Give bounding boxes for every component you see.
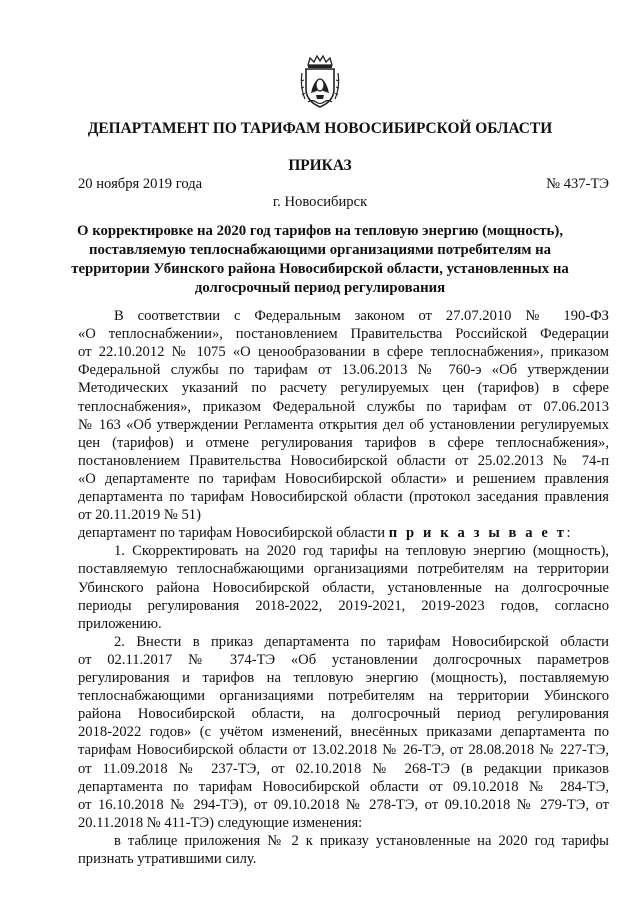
body-line: [78, 344, 609, 361]
body-line-text: от 02.11.2017 № 374-ТЭ «Об установлении долгосрочных параметров: [78, 651, 609, 668]
body-line-text: 1. Скорректировать на 2020 год тарифы на тепловую энергию (мощность),: [114, 543, 609, 560]
body-line-text: в таблице приложения № 2 к приказу установленные на 2020 год тарифы: [114, 832, 609, 849]
body-line: [78, 417, 609, 434]
body-line-text: 2. Внести в приказ департамента по тарифам Новосибирской области: [114, 633, 609, 650]
body-line: [78, 435, 609, 452]
body-line-text: от 11.09.2018 № 237-ТЭ, от 02.10.2018 № 268-ТЭ (в редакции приказов: [78, 760, 609, 777]
body-line: [78, 598, 609, 615]
body-line: [78, 779, 609, 796]
body-line-text: «О департаменте по тарифам Новосибирской области» и решением правления: [78, 470, 609, 487]
body-line-text: Методических указаний по расчету регулируемых цен (тарифов) в сфере: [78, 380, 609, 397]
body-line-text: признать утратившими силу.: [78, 851, 257, 867]
order-date: 20 ноября 2019 года: [78, 176, 203, 192]
body-line-text: Убинского района Новосибирской области, установленные на долгосрочные: [78, 579, 609, 596]
body-line: [114, 833, 609, 850]
body-line: [114, 543, 609, 560]
order-number: № 437-ТЭ: [546, 176, 609, 192]
body-line: [78, 706, 609, 723]
body-line-text: периоды регулирования 2018-2022, 2019-2021, 2019-2023 годов, согласно: [78, 597, 609, 614]
body-line-text: тарифам Новосибирской области от 13.02.2018 № 26-ТЭ, от 28.08.2018 № 227-ТЭ,: [78, 742, 609, 759]
body-line: [78, 616, 162, 633]
order-city: г. Новосибирск: [272, 194, 368, 210]
title-line: поставляемую теплоснабжающими организациями потребителям на: [88, 242, 552, 258]
body-line-text: приложению.: [78, 615, 162, 632]
body-line: [78, 652, 609, 669]
body-line-text: 20.11.2018 № 411-ТЭ) следующие изменения:: [78, 814, 363, 831]
body-line: [78, 525, 571, 542]
body-line-text: от 16.10.2018 № 294-ТЭ), от 09.10.2018 № 278-ТЭ, от 09.10.2018 № 279-ТЭ, от: [78, 796, 609, 813]
body-line: [78, 489, 609, 506]
body-line: [114, 634, 609, 651]
orders-word-colon: :: [566, 525, 571, 542]
body-line-text: департамента по тарифам Новосибирской области от 09.10.2018 № 284-ТЭ,: [78, 778, 609, 795]
body-line-text: департамент по тарифам Новосибирской области: [78, 525, 386, 542]
body-line: [78, 561, 609, 578]
body-line-text: № 163 «Об утверждении Регламента открытия дел об установлении регулируемых: [78, 416, 609, 433]
body-line: [78, 724, 609, 741]
body-line: [78, 670, 609, 687]
body-line-text: района Новосибирской области, на долгосрочный период регулирования: [78, 706, 609, 723]
body-line-text: департамента по тарифам Новосибирской области (протокол заседания правления: [78, 489, 609, 505]
body-line: [78, 688, 609, 705]
department-name: ДЕПАРТАМЕНТ ПО ТАРИФАМ НОВОСИБИРСКОЙ ОБЛАСТИ: [87, 120, 553, 137]
body-line-text: поставляемую теплоснабжающими организациями потребителям на территории: [78, 561, 609, 578]
body-line: [78, 453, 609, 470]
body-line: [78, 761, 609, 778]
body-line: [78, 742, 609, 759]
body-line: [78, 507, 201, 524]
document-type: ПРИКАЗ: [288, 157, 352, 174]
body-line: [78, 471, 609, 488]
body-line: [78, 580, 609, 597]
body-line: [78, 380, 609, 397]
body-line-text: от 22.10.2012 № 1075 «О ценообразовании в сфере теплоснабжения», приказом: [78, 344, 609, 361]
body-line-text: цен (тарифов) и отмене регулирования тарифов в сфере теплоснабжения»,: [78, 434, 609, 451]
body-line-text: от 20.11.2019 № 51): [78, 507, 201, 524]
coat-of-arms-icon: [299, 55, 341, 111]
title-line: О корректировке на 2020 год тарифов на тепловую энергию (мощность),: [76, 223, 564, 239]
orders-word: п р и к а з ы в а е т: [388, 525, 567, 542]
body-line: [78, 797, 609, 814]
body-line-text: теплоснабжения», приказом Федеральной службы по тарифам от 07.06.2013: [78, 398, 609, 415]
body-line: [78, 362, 609, 379]
body-line-text: В соответствии с Федеральным законом от 27.07.2010 № 190-ФЗ: [114, 308, 609, 324]
body-line-text: постановлением Правительства Новосибирской области от 25.02.2013 № 74-п: [78, 452, 609, 469]
body-line: [78, 399, 609, 416]
body-line-text: Федеральной службы по тарифам от 13.06.2013 № 760-э «Об утверждении: [78, 362, 609, 379]
body-line-text: «О теплоснабжении», постановлением Правительства Российской Федерации: [78, 326, 609, 343]
body-line: [78, 326, 609, 343]
body-line: [78, 851, 256, 868]
body-line-text: регулирования и тарифов на тепловую энергию (мощность), поставляемую: [78, 670, 609, 686]
body-line-text: 2018-2022 годов» (с учётом изменений, внесённых приказами департамента по: [78, 724, 609, 741]
title-line: долгосрочный период регулирования: [194, 280, 446, 296]
body-line: [78, 815, 362, 832]
body-line-text: теплоснабжающими организациями потребителям на территории Убинского: [78, 688, 609, 705]
title-line: территории Убинского района Новосибирской области, установленных на: [71, 261, 569, 277]
body-line: [114, 308, 609, 325]
